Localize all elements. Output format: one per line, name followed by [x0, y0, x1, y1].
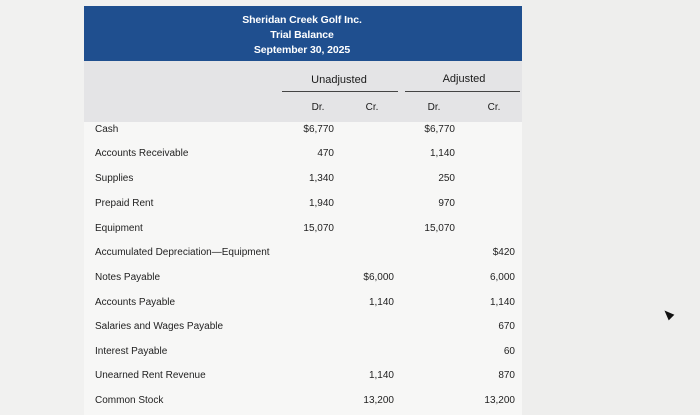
- adjusted-credit: 60: [503, 346, 515, 357]
- account-name: Accumulated Depreciation—Equipment: [95, 247, 270, 258]
- table-row: [84, 195, 522, 215]
- company-name: Sheridan Creek Golf Inc.: [242, 14, 362, 26]
- statement-date: September 30, 2025: [253, 44, 351, 56]
- page-margin: [522, 0, 700, 415]
- account-name: Common Stock: [95, 395, 164, 406]
- title-band: [84, 6, 522, 61]
- adjusted-credit: 870: [498, 370, 515, 381]
- adjusted-credit: 6,000: [489, 272, 515, 283]
- account-name: Accounts Receivable: [95, 148, 189, 159]
- table-row: [84, 367, 522, 387]
- account-name: Unearned Rent Revenue: [95, 370, 206, 381]
- unadjusted-debit: 15,070: [303, 223, 334, 234]
- table-row: [84, 318, 522, 338]
- account-name: Prepaid Rent: [95, 198, 154, 209]
- adjusted-cr-header: Cr.: [487, 102, 501, 113]
- unadjusted-credit: 1,140: [368, 297, 394, 308]
- unadjusted-group-label: Unadjusted: [311, 74, 367, 86]
- adjusted-credit: 1,140: [489, 297, 515, 308]
- unadjusted-debit: 470: [317, 148, 334, 159]
- account-name: Cash: [95, 124, 119, 135]
- unadjusted-debit: 1,340: [308, 173, 334, 184]
- adjusted-debit: 1,140: [429, 148, 455, 159]
- account-name: Equipment: [95, 223, 143, 234]
- adjusted-debit: 250: [438, 173, 455, 184]
- adjusted-credit: 13,200: [484, 395, 515, 406]
- unadjusted-underline: [282, 91, 398, 92]
- table-row: [84, 244, 522, 264]
- adjusted-underline: [405, 91, 520, 92]
- adjusted-dr-header: Dr.: [427, 102, 441, 113]
- table-row: [84, 343, 522, 363]
- table-row: [84, 392, 522, 412]
- adjusted-credit: $420: [492, 247, 515, 258]
- adjusted-group-label: Adjusted: [442, 73, 486, 85]
- unadjusted-cr-header: Cr.: [365, 102, 379, 113]
- table-row: [84, 145, 522, 165]
- adjusted-debit: 970: [438, 198, 455, 209]
- account-name: Interest Payable: [95, 346, 168, 357]
- unadjusted-credit: $6,000: [363, 272, 394, 283]
- unadjusted-debit: 1,940: [308, 198, 334, 209]
- table-row: [84, 121, 522, 141]
- table-row: [84, 170, 522, 190]
- adjusted-debit: $6,770: [424, 124, 455, 135]
- account-name: Accounts Payable: [95, 297, 176, 308]
- unadjusted-dr-header: Dr.: [311, 102, 325, 113]
- unadjusted-credit: 13,200: [363, 395, 394, 406]
- account-name: Salaries and Wages Payable: [95, 321, 224, 332]
- table-row: [84, 294, 522, 314]
- adjusted-debit: 15,070: [424, 223, 455, 234]
- account-name: Supplies: [95, 173, 134, 184]
- column-header-band: [84, 61, 522, 122]
- trial-balance-table: [84, 6, 522, 415]
- unadjusted-credit: 1,140: [368, 370, 394, 381]
- statement-title: Trial Balance: [270, 29, 334, 41]
- table-row: [84, 269, 522, 289]
- account-name: Notes Payable: [95, 272, 161, 283]
- table-row: [84, 220, 522, 240]
- statement-heading: [234, 13, 370, 58]
- adjusted-credit: 670: [498, 321, 515, 332]
- unadjusted-debit: $6,770: [303, 124, 334, 135]
